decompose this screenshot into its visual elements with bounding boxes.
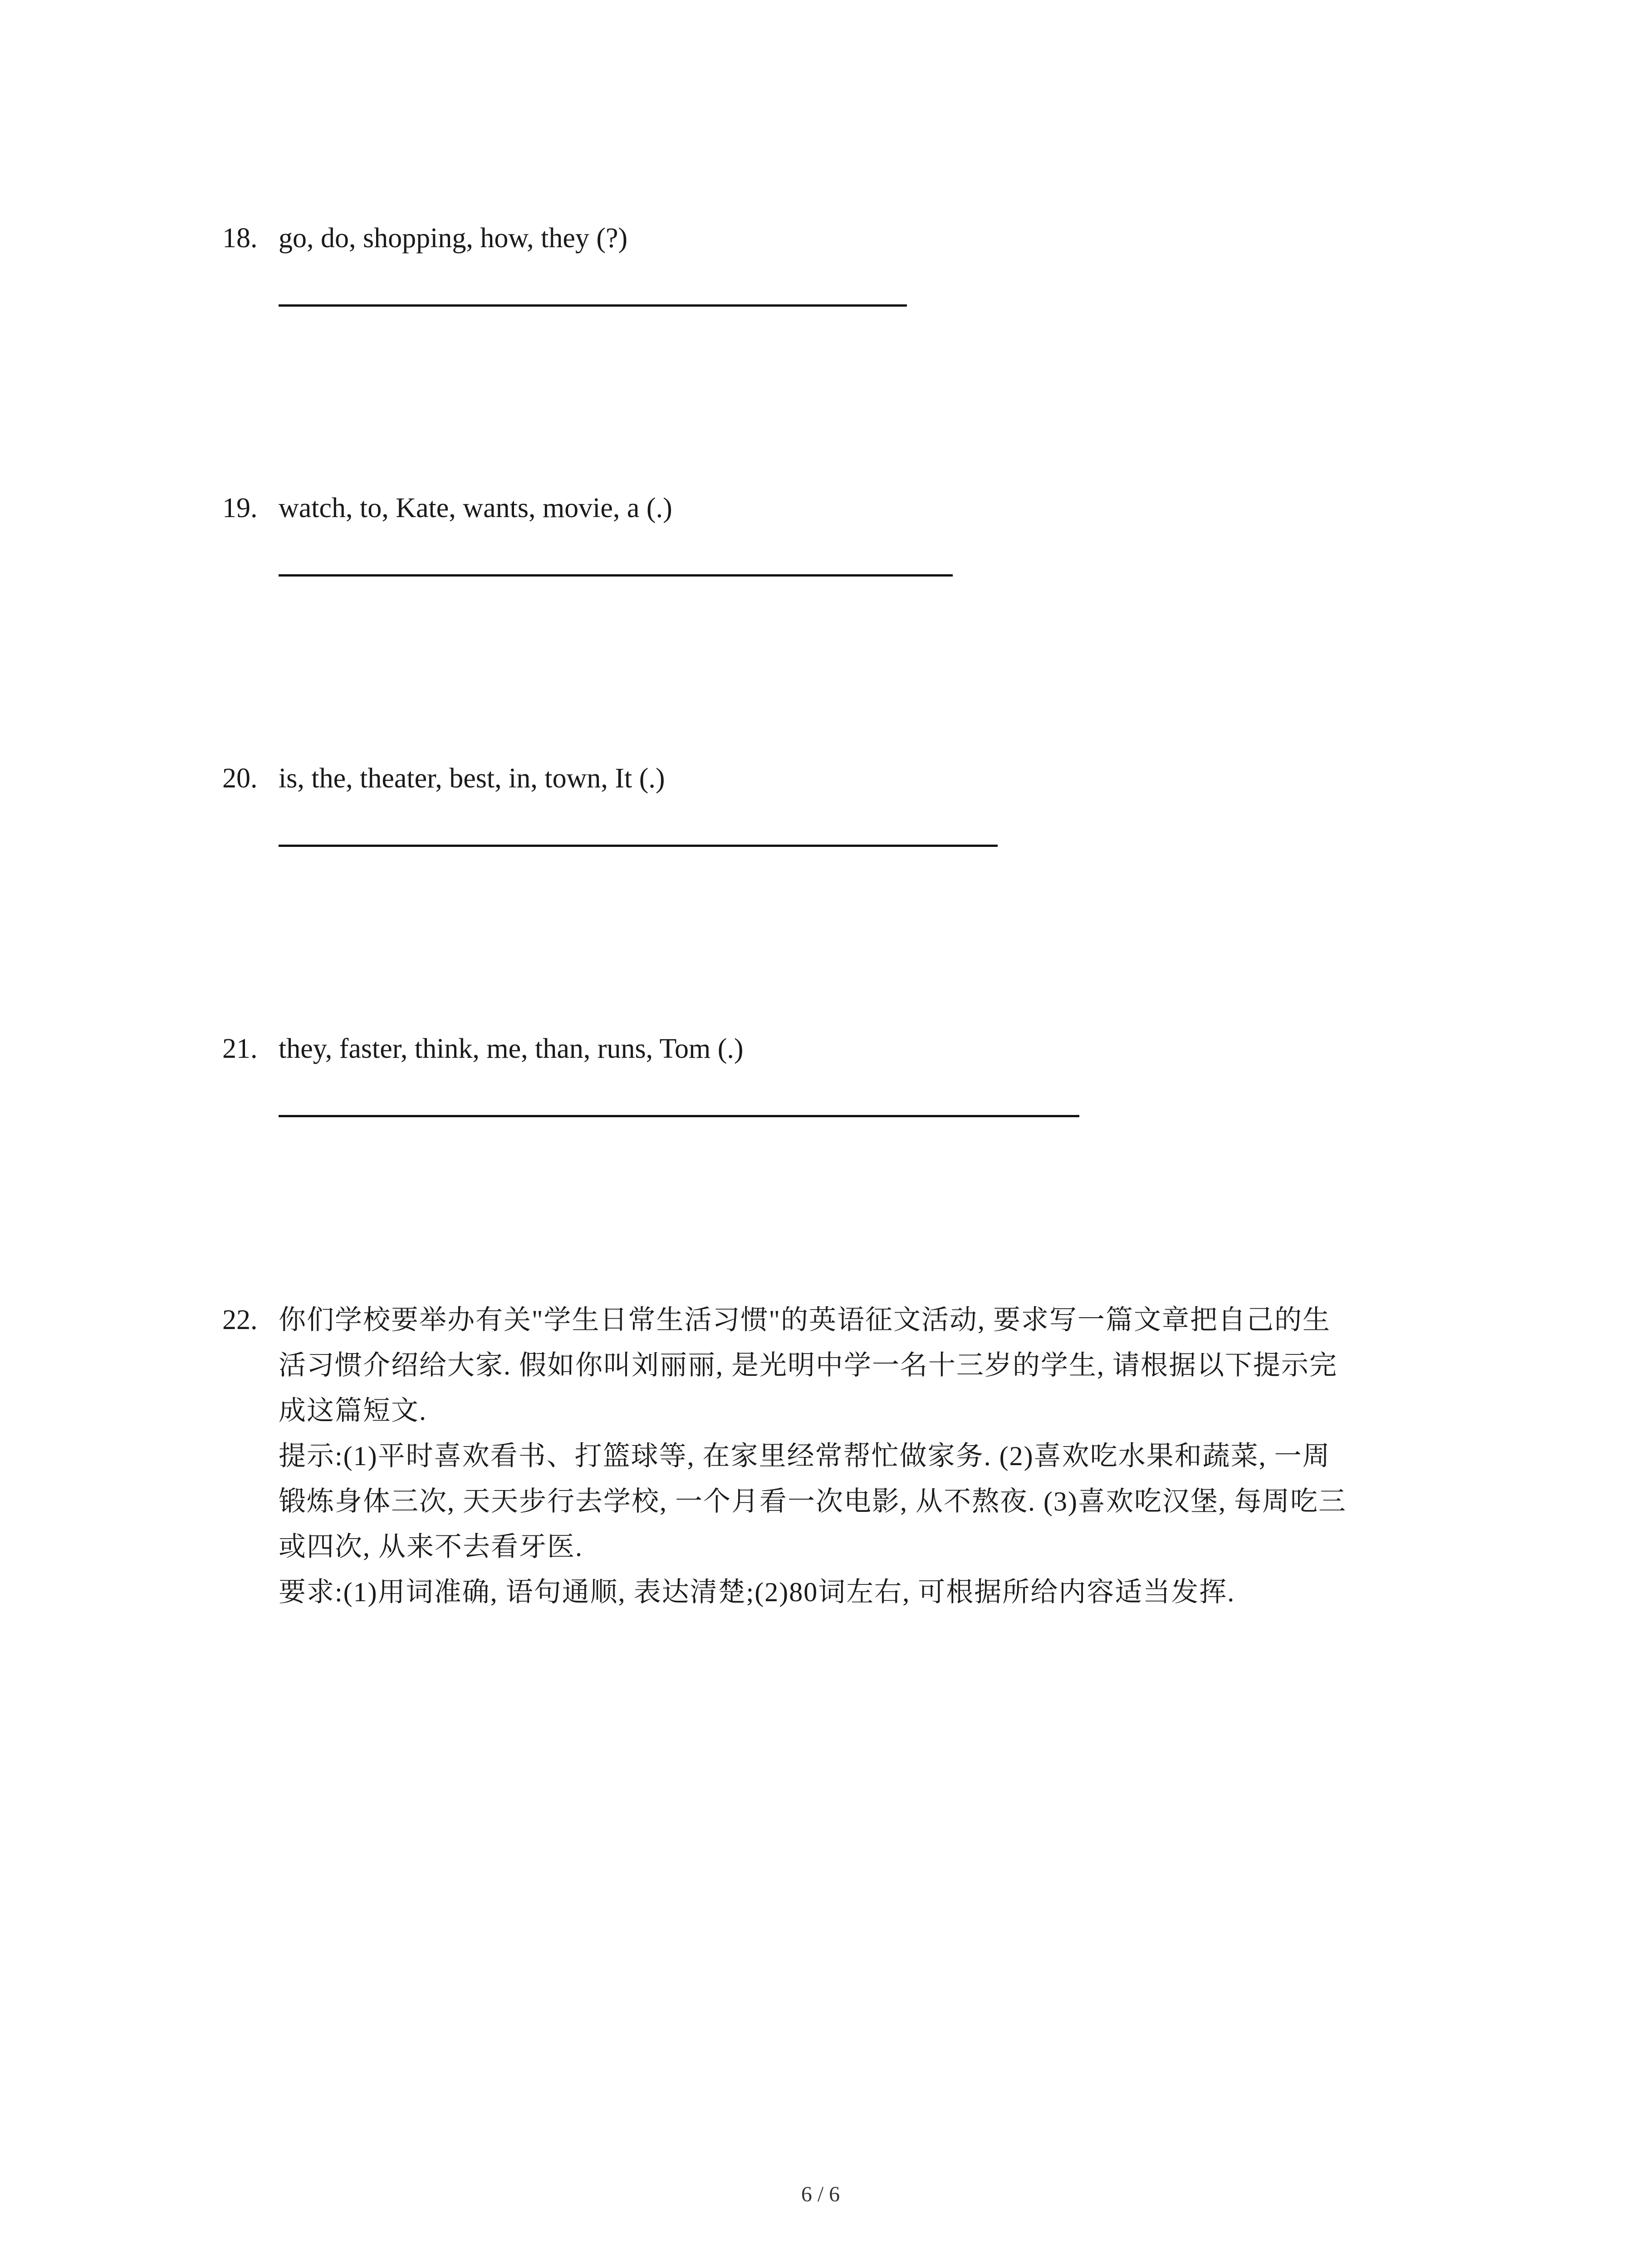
question-number: 20.: [222, 763, 258, 794]
essay-instructions: [279, 1297, 1456, 1615]
answer-line[interactable]: [279, 1115, 1079, 1117]
question-21: [222, 1026, 1456, 1135]
question-20: [222, 756, 1456, 865]
question-prompt: watch, to, Kate, wants, movie, a (.): [279, 493, 672, 523]
question-22-essay: [222, 1297, 1456, 1624]
question-prompt: go, do, shopping, how, they (?): [279, 223, 628, 254]
answer-line[interactable]: [279, 574, 953, 577]
question-prompt: they, faster, think, me, than, runs, Tom (.): [279, 1033, 744, 1064]
answer-line[interactable]: [279, 304, 907, 307]
question-number: 19.: [222, 493, 258, 523]
essay-hint-line: 或四次, 从来不去看牙医.: [279, 1532, 583, 1562]
question-number: 22.: [222, 1305, 258, 1335]
question-18: [222, 215, 1456, 324]
question-19: [222, 485, 1456, 594]
essay-line: 活习惯介绍给大家. 假如你叫刘丽丽, 是光明中学一名十三岁的学生, 请根据以下提示完: [279, 1350, 1337, 1380]
question-prompt: is, the, theater, best, in, town, It (.): [279, 763, 665, 794]
essay-hint-line: 提示:(1)平时喜欢看书、打篮球等, 在家里经常帮忙做家务. (2)喜欢吃水果和蔬菜, 一周: [279, 1441, 1331, 1471]
essay-hint-line: 锻炼身体三次, 天天步行去学校, 一个月看一次电影, 从不熬夜. (3)喜欢吃汉堡, 每周吃三: [279, 1486, 1347, 1516]
page-number: 6 / 6: [801, 2182, 840, 2206]
essay-line: 成这篇短文.: [279, 1396, 427, 1426]
question-number: 21.: [222, 1033, 258, 1064]
answer-line[interactable]: [279, 845, 998, 847]
essay-line: 你们学校要举办有关"学生日常生活习惯"的英语征文活动, 要求写一篇文章把自己的生: [279, 1305, 1331, 1335]
question-number: 18.: [222, 223, 258, 254]
essay-requirement-line: 要求:(1)用词准确, 语句通顺, 表达清楚;(2)80词左右, 可根据所给内容适当发挥.: [279, 1577, 1235, 1607]
